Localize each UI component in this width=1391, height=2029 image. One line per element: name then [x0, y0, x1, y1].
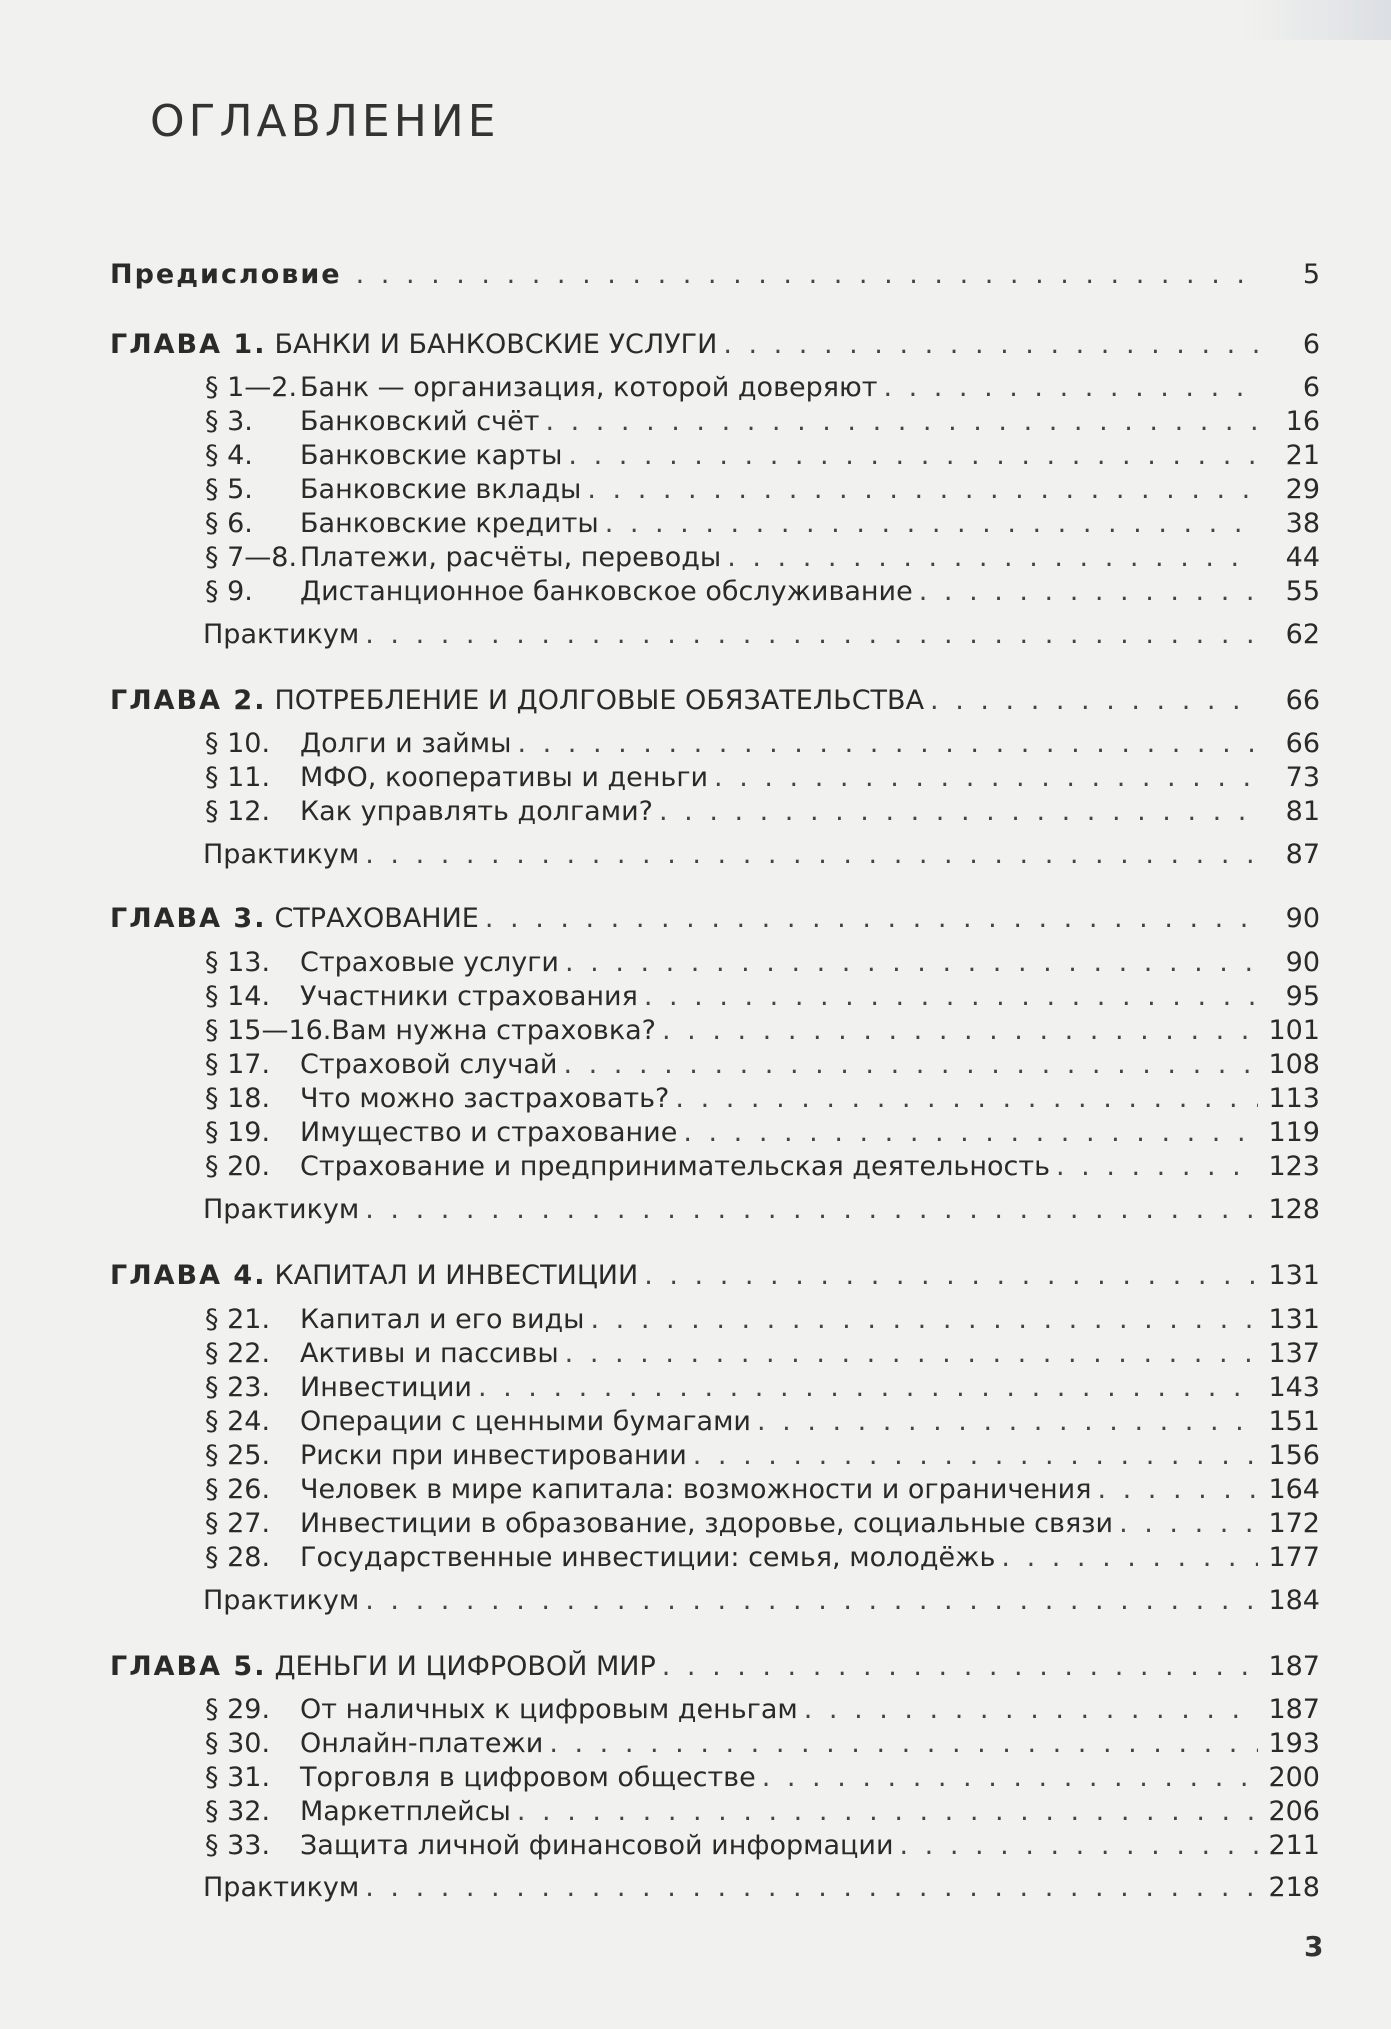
page-number: 3	[1304, 1930, 1324, 1963]
toc-section[interactable]	[205, 980, 1320, 1014]
section-number: § 20.	[205, 1151, 271, 1182]
page-ref: 128	[1268, 1194, 1320, 1225]
section-number: § 5.	[205, 474, 253, 505]
leader-dots	[644, 1259, 1258, 1293]
toc-chapter-4[interactable]	[110, 1259, 1320, 1293]
page-ref: 131	[1268, 1260, 1320, 1291]
section-title: Банковский счёт	[300, 406, 540, 437]
toc-section[interactable]	[205, 946, 1320, 980]
section-number: § 18.	[205, 1083, 271, 1114]
page-ref: 90	[1285, 903, 1320, 934]
section-title: Риски при инвестировании	[300, 1440, 687, 1471]
toc-section[interactable]	[205, 507, 1320, 541]
section-number: § 30.	[205, 1728, 271, 1759]
page-ref: 113	[1268, 1083, 1320, 1114]
section-number: § 11.	[205, 762, 271, 793]
toc-section[interactable]	[205, 1795, 1320, 1829]
chapter-number: ГЛАВА 4.	[110, 1260, 267, 1291]
leader-dots	[675, 1082, 1258, 1116]
leader-dots	[545, 405, 1258, 439]
section-number: § 10.	[205, 728, 271, 759]
section-title: Торговля в цифровом обществе	[300, 1762, 756, 1793]
page-ref: 193	[1268, 1728, 1320, 1759]
toc-section[interactable]	[205, 761, 1320, 795]
leader-dots	[565, 1337, 1258, 1371]
page-ref: 62	[1285, 619, 1320, 650]
page-ref: 119	[1268, 1117, 1320, 1148]
page-ref: 187	[1268, 1651, 1320, 1682]
page-ref: 137	[1268, 1338, 1320, 1369]
section-title: Активы и пассивы	[300, 1338, 559, 1369]
section-number: § 25.	[205, 1440, 271, 1471]
toc-section[interactable]	[205, 727, 1320, 761]
toc-practicum[interactable]	[203, 1193, 1320, 1227]
leader-dots	[727, 541, 1258, 575]
toc-section[interactable]	[205, 1727, 1320, 1761]
page-ref: 177	[1268, 1542, 1320, 1573]
leader-dots	[714, 761, 1258, 795]
section-title: Инвестиции в образование, здоровье, социальные связи	[300, 1508, 1114, 1539]
leader-dots	[762, 1761, 1258, 1795]
page-ref: 29	[1285, 474, 1320, 505]
page-ref: 211	[1268, 1830, 1320, 1861]
section-number: § 22.	[205, 1338, 271, 1369]
leader-dots	[1056, 1150, 1258, 1184]
section-number: § 12.	[205, 796, 271, 827]
bleed-through-shade	[1241, 0, 1391, 40]
leader-dots	[659, 795, 1258, 829]
section-number: § 4.	[205, 440, 253, 471]
leader-dots	[565, 946, 1258, 980]
section-title: От наличных к цифровым деньгам	[300, 1694, 798, 1725]
toc-section[interactable]	[205, 1473, 1320, 1507]
section-title: Банк — организация, которой доверяют	[300, 372, 878, 403]
page-ref: 5	[1302, 259, 1320, 290]
chapter-title: ДЕНЬГИ И ЦИФРОВОЙ МИР	[274, 1651, 656, 1682]
section-title: Банковские вклады	[300, 474, 582, 505]
section-number: § 27.	[205, 1508, 271, 1539]
leader-dots	[485, 902, 1258, 936]
toc-section[interactable]	[205, 1761, 1320, 1795]
leader-dots	[900, 1829, 1259, 1863]
section-number: § 17.	[205, 1049, 271, 1080]
toc-section[interactable]	[205, 1829, 1320, 1863]
leader-dots	[723, 328, 1258, 362]
section-number: § 32.	[205, 1796, 271, 1827]
section-title: Операции с ценными бумагами	[300, 1406, 751, 1437]
section-number: § 13.	[205, 947, 271, 978]
chapter-title: СТРАХОВАНИЕ	[274, 903, 479, 934]
chapter-number: ГЛАВА 3.	[110, 903, 267, 934]
section-title: Долги и займы	[300, 728, 512, 759]
section-title: Защита личной финансовой информации	[300, 1830, 894, 1861]
section-title: Капитал и его виды	[300, 1304, 585, 1335]
section-number: § 31.	[205, 1762, 271, 1793]
practicum-label: Практикум	[203, 1585, 360, 1616]
toc-section[interactable]	[205, 1337, 1320, 1371]
page-ref: 206	[1268, 1796, 1320, 1827]
toc-section[interactable]	[205, 1405, 1320, 1439]
section-number: § 26.	[205, 1474, 271, 1505]
toc-section[interactable]	[205, 1014, 1320, 1048]
page-ref: 55	[1285, 576, 1320, 607]
page-ref: 73	[1285, 762, 1320, 793]
leader-dots	[365, 1193, 1258, 1227]
leader-dots	[1001, 1541, 1258, 1575]
section-number: § 6.	[205, 508, 253, 539]
leader-dots	[568, 439, 1258, 473]
leader-dots	[757, 1405, 1258, 1439]
section-title: Как управлять долгами?	[300, 796, 653, 827]
page-ref: 6	[1302, 372, 1320, 403]
leader-dots	[883, 371, 1258, 405]
chapter-title: ПОТРЕБЛЕНИЕ И ДОЛГОВЫЕ ОБЯЗАТЕЛЬСТВА	[274, 685, 925, 716]
page-ref: 66	[1285, 728, 1320, 759]
chapter-number: ГЛАВА 5.	[110, 1651, 267, 1682]
leader-dots	[365, 1871, 1258, 1905]
page-ref: 184	[1268, 1585, 1320, 1616]
toc-chapter-1[interactable]	[110, 328, 1320, 362]
page-ref: 156	[1268, 1440, 1320, 1471]
toc-chapter-2[interactable]	[110, 684, 1320, 718]
practicum-label: Практикум	[203, 1872, 360, 1903]
toc-section[interactable]	[205, 795, 1320, 829]
toc-chapter-3[interactable]	[110, 902, 1320, 936]
section-title: Инвестиции	[300, 1372, 472, 1403]
chapter-title: БАНКИ И БАНКОВСКИЕ УСЛУГИ	[274, 329, 718, 360]
section-title: Дистанционное банковское обслуживание	[300, 576, 913, 607]
page-ref: 200	[1268, 1762, 1320, 1793]
chapter-number: ГЛАВА 1.	[110, 329, 267, 360]
section-title: Платежи, расчёты, переводы	[300, 542, 722, 573]
section-number: § 1—2.	[205, 372, 298, 403]
toc-section[interactable]	[205, 1116, 1320, 1150]
page-ref: 164	[1268, 1474, 1320, 1505]
leader-dots	[356, 258, 1258, 292]
page-ref: 143	[1268, 1372, 1320, 1403]
toc-section[interactable]	[205, 1048, 1320, 1082]
leader-dots	[591, 1303, 1258, 1337]
toc-practicum[interactable]	[203, 1584, 1320, 1618]
toc-section[interactable]	[205, 1371, 1320, 1405]
page-ref: 95	[1285, 981, 1320, 1012]
leader-dots	[517, 1795, 1258, 1829]
leader-dots	[549, 1727, 1258, 1761]
section-number: § 33.	[205, 1830, 271, 1861]
section-number: § 23.	[205, 1372, 271, 1403]
toc-section[interactable]	[205, 541, 1320, 575]
toc-practicum[interactable]	[203, 1871, 1320, 1905]
toc-chapter-5[interactable]	[110, 1650, 1320, 1684]
toc-section[interactable]	[205, 575, 1320, 609]
toc-entry-preface[interactable]	[110, 258, 1320, 292]
section-number: § 7—8.	[205, 542, 298, 573]
toc-section[interactable]	[205, 1693, 1320, 1727]
section-number: § 19.	[205, 1117, 271, 1148]
leader-dots	[804, 1693, 1258, 1727]
page-ref: 66	[1285, 685, 1320, 716]
section-title: Участники страхования	[300, 981, 638, 1012]
leader-dots	[644, 980, 1258, 1014]
section-title: Страховой случай	[300, 1049, 558, 1080]
section-title: Имущество и страхование	[300, 1117, 678, 1148]
section-number: § 28.	[205, 1542, 271, 1573]
toc-practicum[interactable]	[203, 618, 1320, 652]
toc-section[interactable]	[205, 1541, 1320, 1575]
practicum-label: Практикум	[203, 839, 360, 870]
toc-section[interactable]	[205, 1507, 1320, 1541]
leader-dots	[605, 507, 1258, 541]
section-title: Маркетплейсы	[300, 1796, 511, 1827]
section-number: § 14.	[205, 981, 271, 1012]
page-ref: 218	[1268, 1872, 1320, 1903]
page-ref: 38	[1285, 508, 1320, 539]
leader-dots	[365, 618, 1258, 652]
page-ref: 101	[1268, 1015, 1320, 1046]
leader-dots	[478, 1371, 1258, 1405]
page-ref: 131	[1268, 1304, 1320, 1335]
leader-dots	[517, 727, 1258, 761]
section-title: Страхование и предпринимательская деятельность	[300, 1151, 1050, 1182]
toc-section[interactable]	[205, 405, 1320, 439]
leader-dots	[930, 684, 1258, 718]
leader-dots	[365, 838, 1258, 872]
leader-dots	[1119, 1507, 1258, 1541]
page-ref: 187	[1268, 1694, 1320, 1725]
leader-dots	[587, 473, 1258, 507]
chapter-number: ГЛАВА 2.	[110, 685, 267, 716]
page-ref: 123	[1268, 1151, 1320, 1182]
leader-dots	[662, 1014, 1258, 1048]
toc-section[interactable]	[205, 371, 1320, 405]
section-title: Банковские карты	[300, 440, 563, 471]
toc-practicum[interactable]	[203, 838, 1320, 872]
section-number: § 24.	[205, 1406, 271, 1437]
section-number: § 21.	[205, 1304, 271, 1335]
toc-section[interactable]	[205, 1082, 1320, 1116]
leader-dots	[662, 1650, 1258, 1684]
section-title: Банковские кредиты	[300, 508, 599, 539]
practicum-label: Практикум	[203, 1194, 360, 1225]
section-number: § 29.	[205, 1694, 271, 1725]
page-title: ОГЛАВЛЕНИЕ	[150, 96, 500, 147]
leader-dots	[365, 1584, 1258, 1618]
section-title: Вам нужна страховка?	[331, 1015, 656, 1046]
practicum-label: Практикум	[203, 619, 360, 650]
section-number: § 3.	[205, 406, 253, 437]
leader-dots	[693, 1439, 1258, 1473]
preface-label: Предисловие	[110, 259, 342, 290]
leader-dots	[1097, 1473, 1258, 1507]
toc-section[interactable]	[205, 1303, 1320, 1337]
leader-dots	[919, 575, 1258, 609]
toc-section[interactable]	[205, 439, 1320, 473]
chapter-title: КАПИТАЛ И ИНВЕСТИЦИИ	[274, 1260, 639, 1291]
section-title: Что можно застраховать?	[300, 1083, 670, 1114]
section-number: § 9.	[205, 576, 253, 607]
page-ref: 81	[1285, 796, 1320, 827]
page-ref: 87	[1285, 839, 1320, 870]
page-ref: 21	[1285, 440, 1320, 471]
page-ref: 108	[1268, 1049, 1320, 1080]
section-title: Государственные инвестиции: семья, молодёжь	[300, 1542, 996, 1573]
section-title: Страховые услуги	[300, 947, 559, 978]
leader-dots	[563, 1048, 1258, 1082]
page-ref: 172	[1268, 1508, 1320, 1539]
page-ref: 16	[1285, 406, 1320, 437]
leader-dots	[683, 1116, 1258, 1150]
section-title: МФО, кооперативы и деньги	[300, 762, 709, 793]
page-ref: 6	[1302, 329, 1320, 360]
section-title: Онлайн-платежи	[300, 1728, 544, 1759]
section-number: § 15—16.	[205, 1015, 332, 1046]
page-ref: 151	[1268, 1406, 1320, 1437]
toc-section[interactable]	[205, 473, 1320, 507]
page-ref: 90	[1285, 947, 1320, 978]
section-title: Человек в мире капитала: возможности и ограничения	[300, 1474, 1092, 1505]
toc-section[interactable]	[205, 1439, 1320, 1473]
toc-section[interactable]	[205, 1150, 1320, 1184]
page-ref: 44	[1285, 542, 1320, 573]
